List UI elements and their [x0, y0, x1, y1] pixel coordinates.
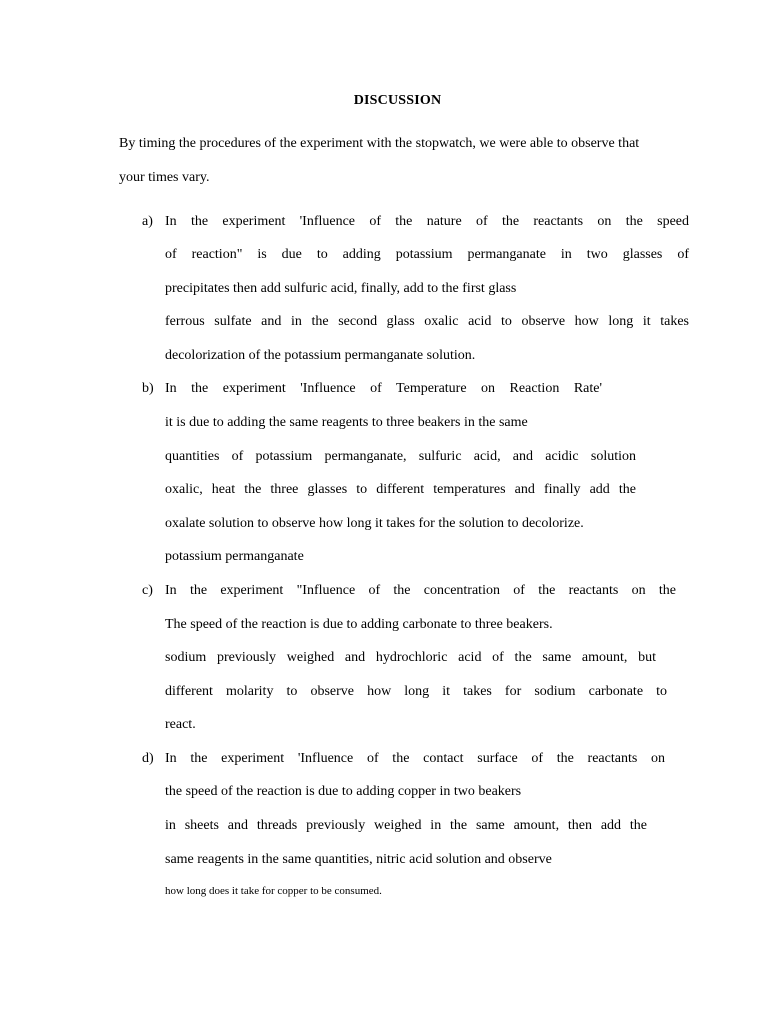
item-b-marker: b) — [142, 381, 154, 396]
item-a-line-3: precipitates then add sulfuric acid, finally, add to the first glass — [165, 281, 517, 296]
item-d-line-1: In the experiment 'Influence of the contact surface of the reactants on — [165, 751, 665, 766]
item-d-line-4: same reagents in the same quantities, nitric acid solution and observe — [165, 852, 552, 867]
item-c-line-3: sodium previously weighed and hydrochloric acid of the same amount, but — [165, 650, 656, 665]
intro-line-1: By timing the procedures of the experiment with the stopwatch, we were able to observe that — [119, 136, 640, 151]
item-a-line-4: ferrous sulfate and in the second glass oxalic acid to observe how long it takes — [165, 314, 689, 329]
item-d-line-5: how long does it take for copper to be consumed. — [165, 885, 382, 897]
item-d-marker: d) — [142, 751, 154, 766]
item-d-line-2: the speed of the reaction is due to adding copper in two beakers — [165, 784, 522, 799]
item-a-marker: a) — [142, 214, 153, 229]
item-b-line-1: In the experiment 'Influence of Temperature on Reaction Rate' — [165, 381, 602, 396]
intro-line-2: your times vary. — [119, 170, 210, 185]
item-b-line-3: quantities of potassium permanganate, sulfuric acid, and acidic solution — [165, 449, 636, 464]
item-b-line-4: oxalic, heat the three glasses to different temperatures and finally add the — [165, 482, 636, 497]
item-b-line-5: oxalate solution to observe how long it takes for the solution to decolorize. — [165, 516, 584, 531]
item-b-line-2: it is due to adding the same reagents to three beakers in the same — [165, 415, 528, 430]
item-c-marker: c) — [142, 583, 153, 598]
item-c-line-5: react. — [165, 717, 196, 732]
item-c-line-4: different molarity to observe how long it takes for sodium carbonate to — [165, 684, 667, 699]
item-c-line-2: The speed of the reaction is due to adding carbonate to three beakers. — [165, 617, 553, 632]
item-a-line-2: of reaction" is due to adding potassium permanganate in two glasses of — [165, 247, 689, 262]
item-a-line-1: In the experiment 'Influence of the nature of the reactants on the speed — [165, 214, 689, 229]
item-a-line-5: decolorization of the potassium permanganate solution. — [165, 348, 476, 363]
item-c-line-1: In the experiment "Influence of the concentration of the reactants on the — [165, 583, 676, 598]
item-b-line-6: potassium permanganate — [165, 549, 304, 564]
item-d-line-3: in sheets and threads previously weighed in the same amount, then add the — [165, 818, 647, 833]
document-heading: DISCUSSION — [353, 93, 442, 108]
